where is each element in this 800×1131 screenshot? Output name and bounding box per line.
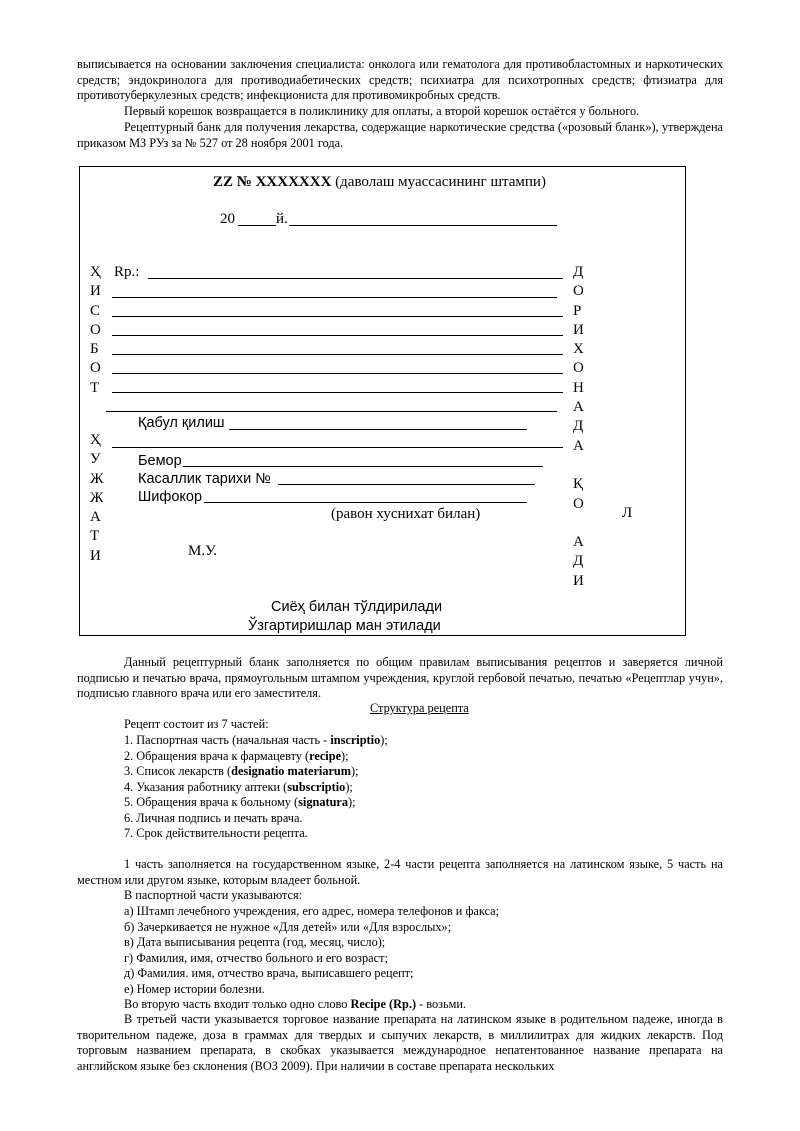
kasallik-line (278, 484, 535, 485)
list-item: 4. Указания работнику аптеки (subscriptio); (124, 779, 353, 794)
date-line (289, 225, 557, 226)
right-vertical-label: Д О Р И Х О Н А Д А Қ О А Д И (573, 264, 584, 589)
rp-label: Rp.: (114, 264, 140, 280)
bemor-line (183, 466, 543, 467)
structure-title: Структура рецепта (370, 701, 469, 715)
intro-paragraph-3: Рецептурный банк для получения лекарства, содержащие наркотические средства («розовый бланк»), утверждена приказом МЗ РУз за № 527 от 28 ноября 2001 года. (77, 120, 723, 150)
date-prefix: 20 (220, 211, 235, 227)
list-item: 7. Срок действительности рецепта. (124, 826, 308, 840)
rp-line-3 (112, 316, 563, 317)
left-vertical-label-2: Ҳ У Ж Ж А Т И (90, 432, 104, 564)
rp-line-1 (148, 278, 563, 279)
left-vertical-label-1: Ҳ И С О Б О Т (90, 264, 101, 396)
bemor-label: Бемор (138, 453, 182, 469)
list-item: г) Фамилия, имя, отчество больного и его возраст; (124, 950, 388, 965)
list-item: е) Номер истории болезни. (124, 981, 265, 996)
shifokor-label: Шифокор (138, 489, 203, 505)
date-line-year (238, 225, 276, 226)
list-item: д) Фамилия. имя, отчество врача, выписавшего рецепт; (124, 966, 414, 980)
footer-line-2: Ўзгартиришлар ман этилади (248, 618, 441, 634)
list-item: а) Штамп лечебного учреждения, его адрес, номера телефонов и факса; (124, 904, 500, 918)
list-item: в) Дата выписывания рецепта (год, месяц, число); (124, 935, 386, 949)
second-part-line: Во вторую часть входит только одно слово Recipe (Rp.) - возьми. (124, 997, 467, 1011)
intro-paragraph-2: Первый корешок возвращается в поликлинику для оплаты, а второй корешок остаётся у больного. (124, 104, 640, 118)
rp-line-5 (112, 354, 563, 355)
date-mid: й. (276, 211, 288, 227)
list-item: 2. Обращения врача к фармацевту (recipe); (124, 748, 349, 763)
list-item: 1. Паспортная часть (начальная часть - inscriptio); (124, 733, 388, 747)
list-item: 3. Список лекарств (designatio materiarum); (124, 764, 359, 778)
list-item: 5. Обращения врача к больному (signatura); (124, 795, 356, 809)
rp-line-7 (112, 392, 563, 393)
kabul-label: Қабул қилиш (138, 415, 225, 431)
extra-letter: Л (622, 505, 633, 521)
fill-paragraph: Данный рецептурный бланк заполняется по общим правилам выписывания рецептов и заверяется личной подписью и печатью врача, прямоугольным штампом учреждения, круглой гербовой печатью, печатью «Рецептлар учун», подписью главного врача или его заместителя. (77, 655, 723, 700)
rp-line-4 (112, 335, 563, 336)
passport-intro: В паспортной части указываются: (124, 888, 303, 902)
rp-line-2 (112, 297, 557, 298)
list-item: б) Зачеркивается не нужное «Для детей» или «Для взрослых»; (124, 919, 452, 934)
prescription-form (79, 166, 686, 636)
footer-line-1: Сиёҳ билан тўлдирилади (271, 599, 443, 615)
parts-list (124, 733, 388, 842)
list-item: 6. Личная подпись и печать врача. (124, 810, 303, 825)
form-line (112, 447, 563, 448)
kabul-line (229, 429, 527, 430)
stamp-mu: М.У. (188, 543, 218, 559)
form-header: ZZ № XXXXXXX (даволаш муассасининг штампи) (213, 174, 546, 190)
passport-list (124, 904, 499, 997)
language-paragraph: 1 часть заполняется на государственном языке, 2-4 части рецепта заполняется на латинском языке, 5 часть на местном или другом языке, которым владеет больной. (77, 857, 723, 887)
rp-line-6 (112, 373, 563, 374)
shifokor-line (204, 502, 527, 503)
ravon-note: (равон хуснихат билан) (331, 506, 481, 522)
third-part-paragraph: В третьей части указывается торговое название препарата на латинском языке в родительном падеже, иногда в творительном падеже, доза в граммах для твердых и сыпучих лекарств, в миллилитрах для жидких лекарств. Под торговым названием препарата, в скобках указывается международное непатентованное название препарата на английском языке без склонения (ВОЗ 2009). При наличии в составе препарата нескольких (77, 1012, 723, 1073)
intro-paragraph-1: выписывается на основании заключения специалиста: онколога или гематолога для противобластомных и наркотических средств; эндокринолога для противодиабетических средств; психиатра для психотропных средств; фтизиатра для противотуберкулезных средств; инфекциониста для противомикробных средств. (77, 57, 723, 102)
consists-line: Рецепт состоит из 7 частей: (124, 717, 269, 731)
kasallik-label: Касаллик тарихи № (138, 471, 271, 487)
rp-line-8 (106, 411, 557, 412)
